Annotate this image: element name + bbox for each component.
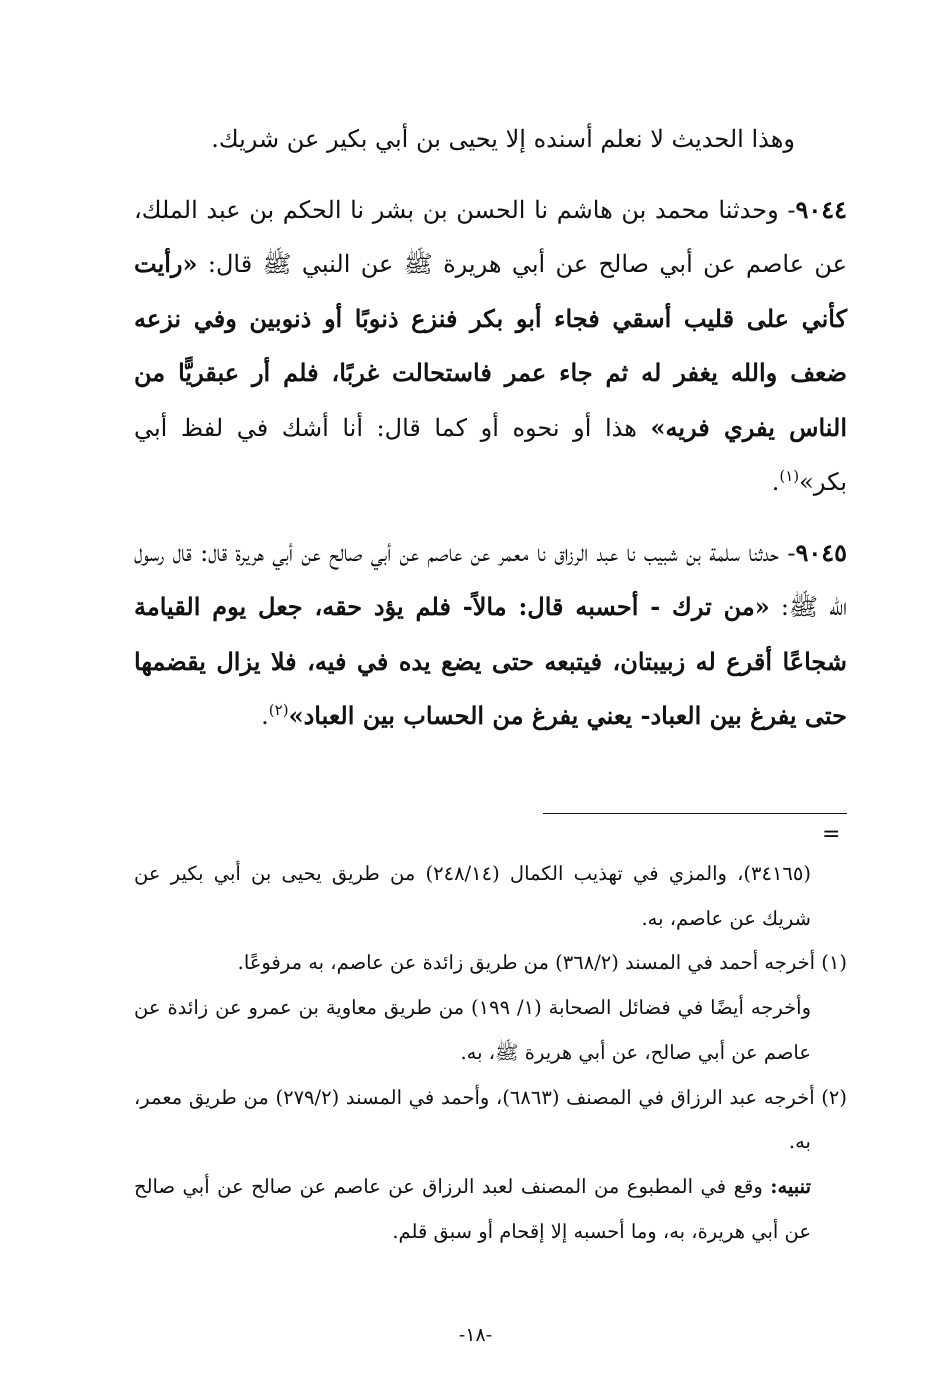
footnote-ref: (٢) <box>268 701 289 719</box>
hadith-end: . <box>771 468 780 496</box>
hadith-matn: «من ترك - أحسبه قال: مالاً- فلم يؤد حقه، جعل يوم القيامة شجاعًا أقرع له زبيبتان، فيتبعه حتى يضع يده في فيه، فلا يزال يقضمها حتى يفرغ بين العباد- يعني يفرغ من الحساب بين العباد» <box>134 592 847 730</box>
hadith-9044 <box>134 183 847 510</box>
main-text <box>134 112 847 744</box>
hadith-number: ٩٠٤٥ <box>795 537 847 567</box>
hadith-number: ٩٠٤٤ <box>795 194 847 224</box>
hadith-isnad: - حدثنا سلمة بن شبيب نا عبد الرزاق نا معمر عن عاصم عن أبي صالح عن أبي هريرة قال: قال رسول الله ﷺ: <box>134 538 848 621</box>
page-number: -١٨- <box>458 1324 493 1346</box>
footnote-1-more: وأخرجه أيضًا في فضائل الصحابة (١/ ١٩٩) من طريق معاوية بن عمرو عن زائدة عن عاصم عن أبي صالح، عن أبي هريرة ﷺ، به. <box>134 996 811 1064</box>
footnotes <box>134 852 847 1254</box>
hadith-9045 <box>134 526 847 744</box>
footnote-2-note <box>134 1165 847 1254</box>
footnote-2: (٢) أخرجه عبد الرزاق في المصنف (٦٨٦٣)، وأحمد في المسند (٢٧٩/٢) من طريق معمر، به. <box>134 1085 847 1154</box>
footnote-ref: (١) <box>779 467 800 485</box>
continued-marker: = <box>822 822 841 847</box>
hadith-comment: هذا أو نحوه أو كما قال: أنا أشك في لفظ أبي بكر» <box>134 413 847 496</box>
hadith-end: . <box>261 702 269 730</box>
tanbih-label: تنبيه: <box>770 1174 811 1198</box>
footnote-separator <box>543 813 847 814</box>
footnote-1: (١) أخرجه أحمد في المسند (٣٦٨/٢) من طريق زائدة عن عاصم، به مرفوعًا. <box>237 951 847 975</box>
hadith-matn: «رأيت كأني على قليب أسقي فجاء أبو بكر فنزع ذنوبًا أو ذنوبين وفي نزعه ضعف والله يغفر له ثم جاء عمر فاستحالت غربًا، فلم أر عبقريًّا من الناس يفري فريه» <box>134 249 847 442</box>
tanbih-text: وقع في المطبوع من المصنف لعبد الرزاق عن عاصم عن صالح عن أبي صالح عن أبي هريرة، به، وما أحسبه إلا إقحام أو سبق قلم. <box>134 1174 811 1243</box>
intro-paragraph: وهذا الحديث لا نعلم أسنده إلا يحيى بن أبي بكير عن شريك. <box>211 125 795 153</box>
footnote-continuation: (٣٤١٦٥)، والمزي في تهذيب الكمال (٢٤٨/١٤) من طريق يحيى بن أبي بكير عن شريك عن عاصم، به. <box>134 862 811 930</box>
hadith-isnad: - وحدثنا محمد بن هاشم نا الحسن بن بشر نا الحكم بن عبد الملك، عن عاصم عن أبي صالح عن أبي هريرة ﷺ عن النبي ﷺ قال: <box>134 195 848 278</box>
